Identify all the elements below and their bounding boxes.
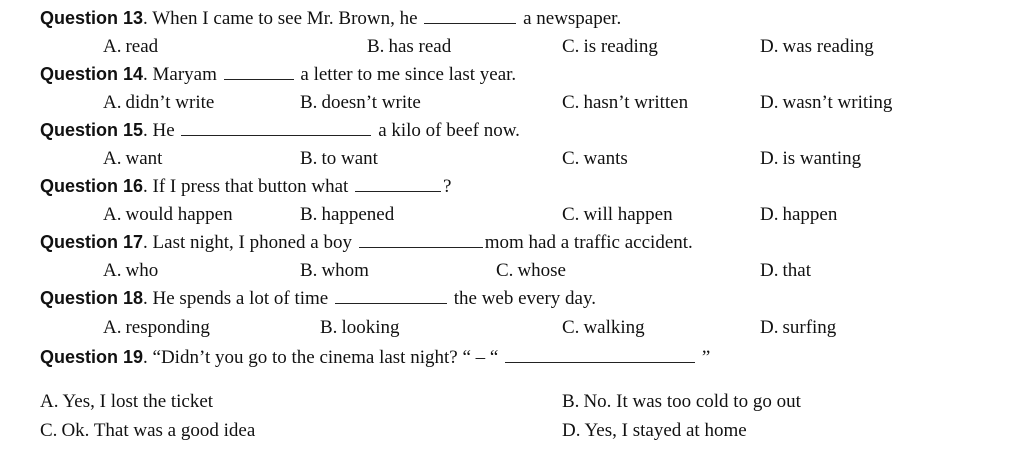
stem-text-before: . Last night, I phoned a boy (143, 232, 357, 253)
option-c[interactable] (562, 204, 673, 226)
stem-text-after: a newspaper. (518, 8, 622, 29)
option-d[interactable] (760, 148, 861, 170)
question-17-stem (40, 231, 693, 254)
option-text: would happen (125, 204, 233, 225)
option-letter: A. (40, 391, 59, 412)
option-text: to want (321, 148, 378, 169)
option-a[interactable] (103, 148, 162, 170)
stem-text-after: ? (443, 176, 452, 197)
option-letter: D. (760, 92, 779, 113)
option-text: was reading (782, 36, 874, 57)
option-a[interactable] (103, 317, 210, 339)
question-label: Question 14 (40, 64, 144, 84)
option-text: has read (388, 36, 452, 57)
option-letter: C. (40, 420, 58, 441)
option-c[interactable] (496, 260, 566, 282)
stem-text-after: a letter to me since last year. (295, 64, 517, 85)
option-text: Yes, I stayed at home (584, 420, 747, 441)
option-c[interactable] (562, 36, 658, 58)
option-text: doesn’t write (321, 92, 421, 113)
stem-text-after: ” (697, 347, 711, 368)
option-text: walking (583, 317, 645, 338)
option-c[interactable] (562, 92, 688, 114)
option-letter: B. (320, 317, 338, 338)
option-d[interactable] (562, 420, 747, 442)
option-letter: A. (103, 36, 122, 57)
option-text: that (782, 260, 811, 281)
stem-text-before: . He (143, 120, 180, 141)
option-a[interactable] (103, 260, 158, 282)
option-letter: D. (562, 420, 581, 441)
option-a[interactable] (103, 92, 214, 114)
option-letter: A. (103, 92, 122, 113)
option-letter: D. (760, 148, 779, 169)
option-text: wasn’t writing (782, 92, 893, 113)
option-c[interactable] (40, 420, 255, 442)
option-letter: D. (760, 36, 779, 57)
answer-blank (424, 7, 516, 24)
option-b[interactable] (300, 92, 421, 114)
stem-text-after: the web every day. (449, 288, 597, 309)
question-label: Question 19 (40, 347, 144, 367)
question-19-stem (40, 346, 710, 369)
stem-text-before: . If I press that button what (143, 176, 354, 197)
stem-text-before: . He spends a lot of time (143, 288, 333, 309)
option-d[interactable] (760, 317, 836, 339)
answer-blank (335, 287, 447, 304)
option-text: whom (321, 260, 369, 281)
option-b[interactable] (562, 391, 801, 413)
option-letter: C. (562, 148, 580, 169)
question-label: Question 16 (40, 176, 144, 196)
option-text: will happen (583, 204, 673, 225)
option-a[interactable] (103, 204, 233, 226)
option-b[interactable] (320, 317, 400, 339)
option-a[interactable] (40, 391, 213, 413)
question-label: Question 17 (40, 232, 144, 252)
answer-blank (181, 119, 371, 136)
option-text: wants (583, 148, 628, 169)
option-letter: D. (760, 204, 779, 225)
option-b[interactable] (367, 36, 451, 58)
option-letter: A. (103, 204, 122, 225)
option-d[interactable] (760, 260, 811, 282)
option-text: happen (782, 204, 838, 225)
option-letter: C. (562, 317, 580, 338)
option-letter: D. (760, 260, 779, 281)
question-label: Question 18 (40, 288, 144, 308)
option-text: Yes, I lost the ticket (62, 391, 214, 412)
answer-blank (505, 346, 695, 363)
stem-text-before: . When I came to see Mr. Brown, he (143, 8, 423, 29)
option-letter: C. (562, 204, 580, 225)
option-letter: A. (103, 260, 122, 281)
option-letter: B. (300, 204, 318, 225)
option-letter: B. (367, 36, 385, 57)
option-letter: A. (103, 148, 122, 169)
option-letter: A. (103, 317, 122, 338)
option-letter: D. (760, 317, 779, 338)
option-a[interactable] (103, 36, 158, 58)
question-15-stem (40, 119, 520, 142)
option-text: didn’t write (125, 92, 215, 113)
question-14-stem (40, 63, 516, 86)
option-text: whose (517, 260, 566, 281)
option-b[interactable] (300, 204, 394, 226)
option-c[interactable] (562, 317, 645, 339)
option-text: surfing (782, 317, 837, 338)
question-18-stem (40, 287, 596, 310)
stem-text-after: mom had a traffic accident. (484, 232, 693, 253)
answer-blank (355, 175, 441, 192)
option-text: is reading (583, 36, 658, 57)
option-c[interactable] (562, 148, 628, 170)
question-13-stem (40, 7, 621, 30)
option-text: looking (341, 317, 400, 338)
option-text: want (125, 148, 163, 169)
option-letter: B. (300, 92, 318, 113)
option-d[interactable] (760, 36, 874, 58)
stem-text-before: . “Didn’t you go to the cinema last night? “ – “ (143, 347, 504, 368)
option-text: is wanting (782, 148, 862, 169)
option-d[interactable] (760, 204, 837, 226)
option-d[interactable] (760, 92, 892, 114)
option-text: hasn’t written (583, 92, 689, 113)
stem-text-after: a kilo of beef now. (373, 120, 520, 141)
option-letter: C. (562, 36, 580, 57)
option-letter: B. (562, 391, 580, 412)
question-16-stem (40, 175, 451, 198)
option-text: responding (125, 317, 210, 338)
option-letter: B. (300, 148, 318, 169)
option-letter: B. (300, 260, 318, 281)
option-b[interactable] (300, 260, 369, 282)
option-text: No. It was too cold to go out (583, 391, 801, 412)
option-letter: C. (562, 92, 580, 113)
answer-blank (224, 63, 294, 80)
question-label: Question 15 (40, 120, 144, 140)
question-label: Question 13 (40, 8, 144, 28)
option-text: Ok. That was a good idea (61, 420, 256, 441)
option-text: read (125, 36, 159, 57)
stem-text-before: . Maryam (143, 64, 222, 85)
option-b[interactable] (300, 148, 378, 170)
option-text: who (125, 260, 159, 281)
option-text: happened (321, 204, 395, 225)
answer-blank (359, 231, 483, 248)
option-letter: C. (496, 260, 514, 281)
